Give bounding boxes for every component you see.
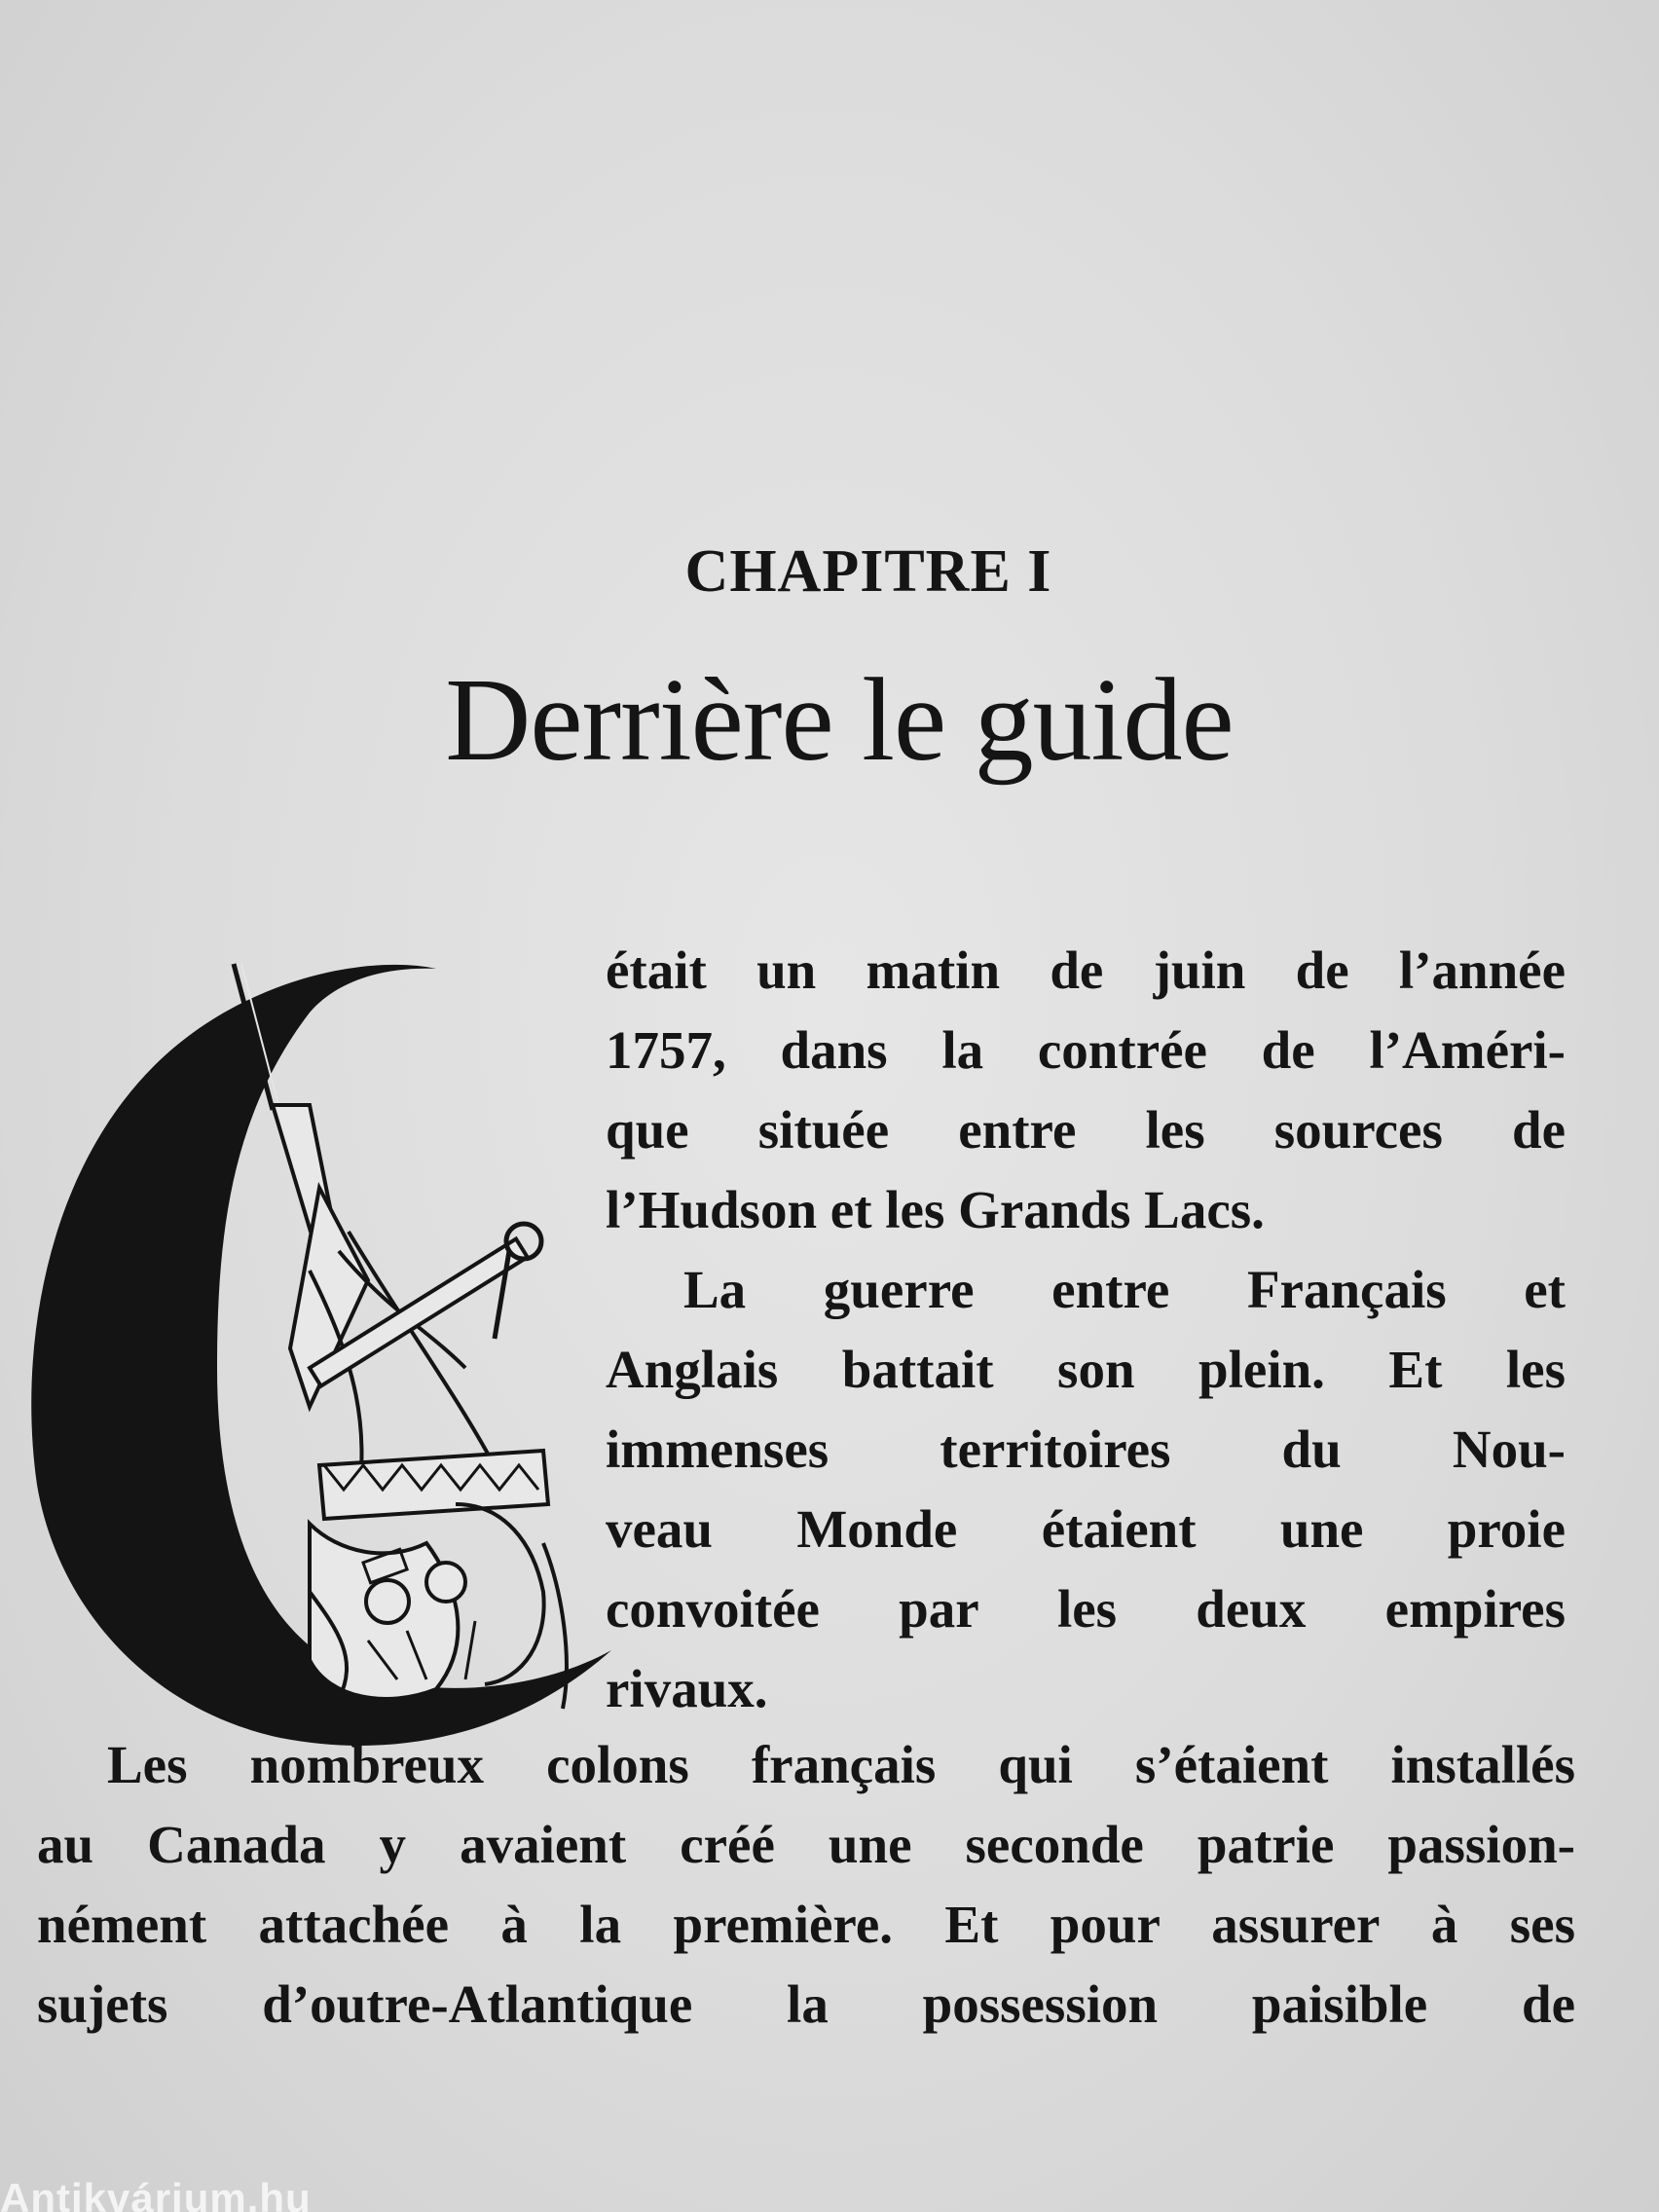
text-line: nément attachée à la première. Et pour assurer à ses [37, 1895, 1575, 1954]
text-line: Anglais battait son plein. Et les [606, 1340, 1566, 1399]
column-paragraphs [606, 931, 1566, 1729]
text-line: 1757, dans la contrée de l’Améri- [606, 1020, 1566, 1080]
full-width-paragraph [37, 1725, 1575, 2045]
text-line: rivaux. [606, 1659, 768, 1718]
text-line: au Canada y avaient créé une seconde patrie passion- [37, 1815, 1575, 1874]
chapter-title: Derrière le guide [445, 654, 1234, 786]
text-line: immenses territoires du Nou- [606, 1419, 1566, 1479]
dropcap-illustration-icon [18, 959, 621, 1748]
bleed-through-text [19, 0, 1655, 171]
text-line: que située entre les sources de [606, 1100, 1566, 1160]
text-line: veau Monde étaient une proie [606, 1499, 1566, 1559]
text-line: La guerre entre Français et [683, 1260, 1566, 1319]
text-line: était un matin de juin de l’année [606, 940, 1566, 1000]
watermark: Antikvárium.hu [0, 2175, 312, 2212]
text-line: sujets d’outre-Atlantique la possession paisible de [37, 1974, 1575, 2034]
text-line: l’Hudson et les Grands Lacs. [606, 1180, 1265, 1239]
chapter-label: CHAPITRE I [684, 538, 1052, 605]
text-line: convoitée par les deux empires [606, 1579, 1566, 1639]
text-line: Les nombreux colons français qui s’étaient installés [107, 1735, 1575, 1794]
